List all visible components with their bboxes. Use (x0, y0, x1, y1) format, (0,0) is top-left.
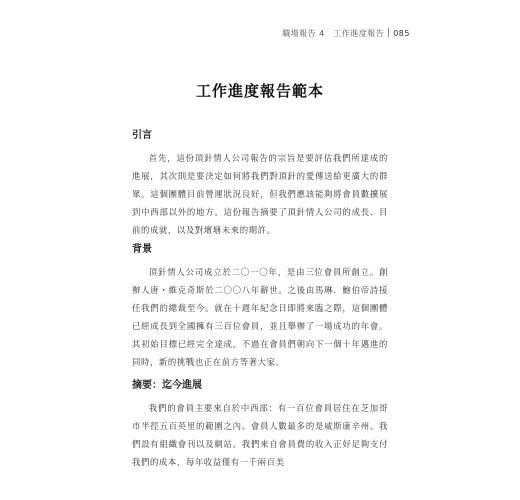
section-heading: 引言 (132, 130, 152, 141)
running-head-divider (388, 28, 389, 37)
section-introduction (132, 126, 388, 239)
page-title: 工作進度報告範本 (195, 82, 324, 100)
section-paragraph: 我們的會員主要來自於中西部：有一百位會員居住在芝加哥市半徑五百英里的範圍之內。會員人數最多的是威斯康辛州。我們設有組織會刊以及網站。我們來自會員費的收入正好足夠支付我們的成本，每年收益僅有一千兩百美 (132, 403, 388, 467)
section-heading: 摘要：迄今進展 (132, 380, 202, 391)
section-heading: 背景 (132, 244, 152, 255)
section-paragraph: 頂針情人公司成立於二〇一〇年，是由三位會員所創立。創辦人唐・維克奇斯於二〇〇八年辭世。之後由馬琳．鮑伯帝詩接任我們的總裁至今。就在十週年紀念日即將來臨之際，這個團體已經成長到全國擁有三百位會員，並且舉辦了一場成功的年會。其初始目標已經完全達成，不過在會員們朝向下一個十年邁進的同時，新的挑戰也正在前方等著大家。 (132, 267, 388, 367)
section-paragraph: 首先，這份頂針情人公司報告的宗旨是要評估我們所達成的進展，其次則是要決定如何將我們對頂針的愛傳送給更廣大的群眾。這個團體目前營運狀況良好，但我們應該能夠將會員數擴展到中西部以外的地方。這份報告摘要了頂針情人公司的成長、目前的成就，以及對壇塘未來的期許。 (132, 153, 388, 235)
running-head-section: 職場報告 4 工作進度報告 (282, 29, 385, 38)
section-summary-progress (132, 376, 388, 471)
running-head (282, 28, 410, 39)
section-background (132, 240, 388, 371)
page-number: 085 (393, 29, 410, 38)
